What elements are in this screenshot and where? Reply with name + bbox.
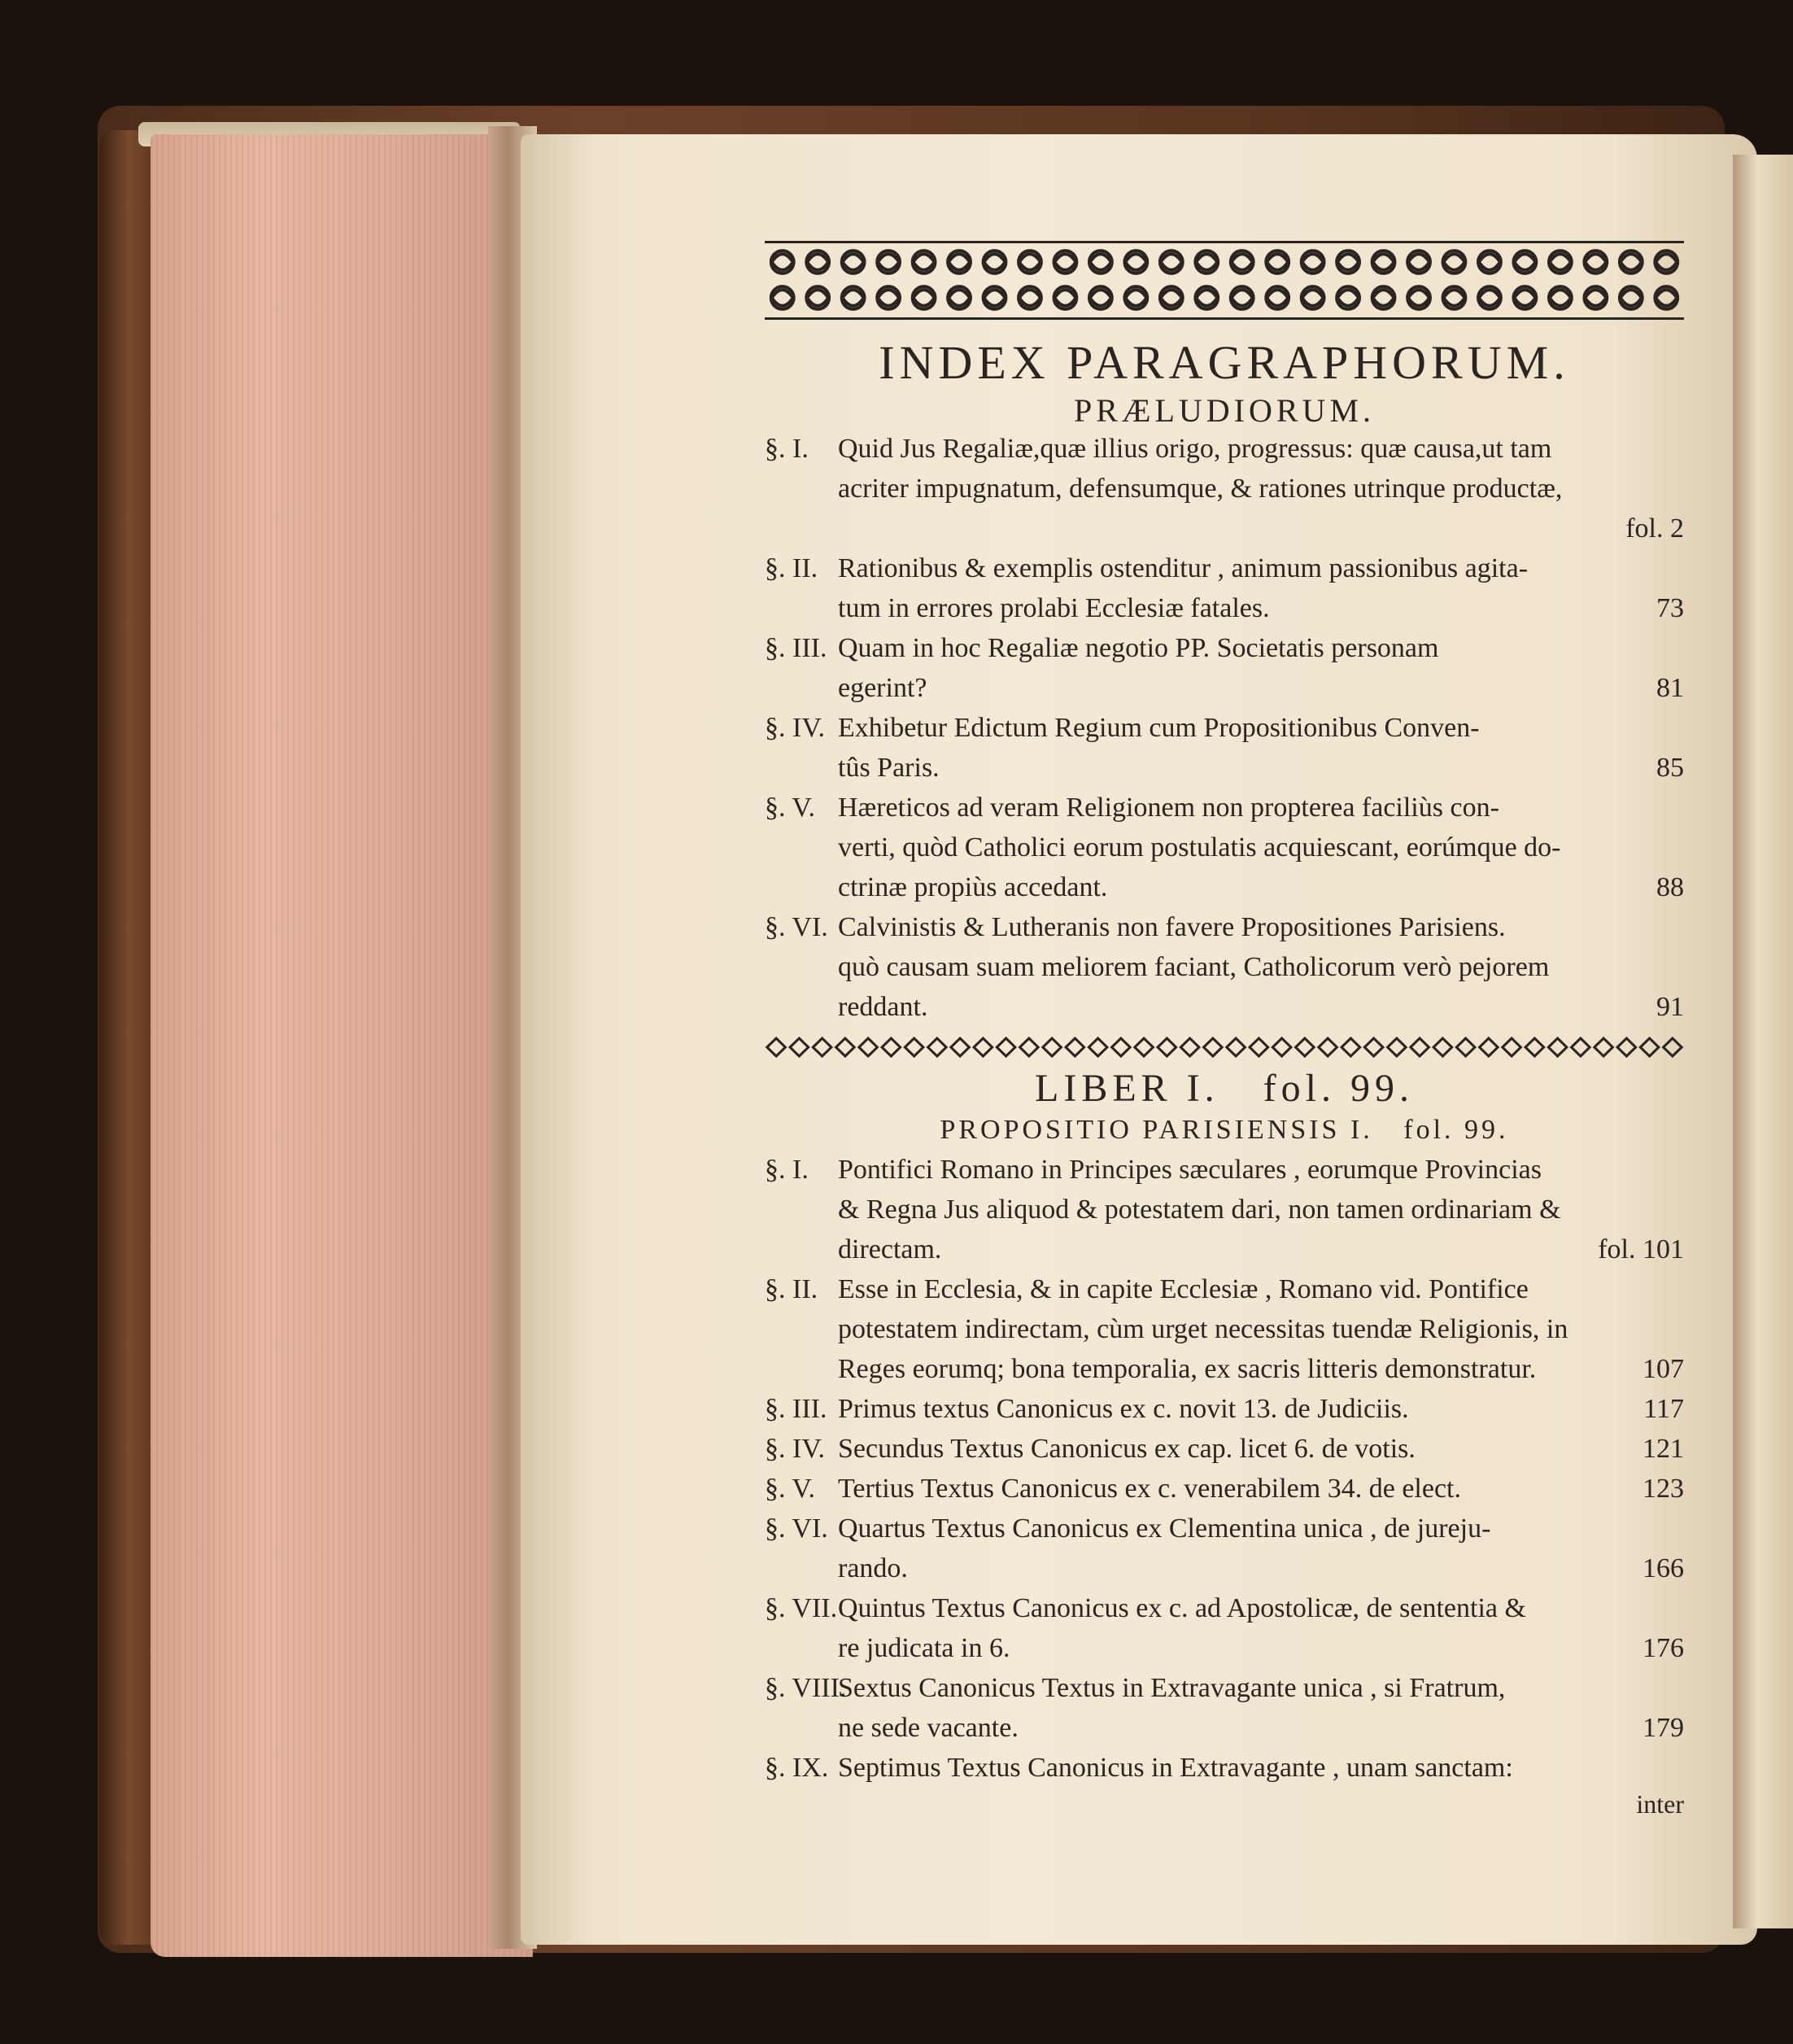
description-line: Sextus Canonicus Textus in Extravagante unica , si Fratrum, (838, 1672, 1506, 1703)
folio-number: 73 (1656, 592, 1684, 623)
description-line (838, 469, 1684, 509)
description-text: ne sede vacante. (838, 1712, 1019, 1743)
description-text: reddant. (838, 991, 928, 1022)
description-text: acriter impugnatum, defensumque, & rationes utrinque productæ, (838, 473, 1563, 504)
description-line: Exhibetur Edictum Regium cum Propositionibus Conven- (838, 712, 1480, 743)
description-text: egerint? (838, 672, 927, 703)
folio-number: 176 (1642, 1632, 1684, 1663)
right-page-edge (1733, 155, 1793, 1928)
folio-number: 166 (1642, 1553, 1684, 1583)
description-line (838, 748, 1684, 788)
paragraph-number: §. III. (765, 632, 827, 663)
description-line (838, 1708, 1684, 1748)
paragraph-number: §. III. (765, 1393, 827, 1424)
paragraph-description (838, 708, 1684, 788)
description-line (838, 1229, 1684, 1269)
description-line (838, 867, 1684, 907)
description-text: Primus textus Canonicus ex c. novit 13. de Judiciis. (838, 1393, 1409, 1424)
page-block-edge (151, 134, 533, 1957)
paragraph-description (838, 1509, 1684, 1588)
folio-number: 179 (1642, 1712, 1684, 1743)
paragraph-description (838, 1429, 1684, 1469)
paragraph-description (838, 1389, 1684, 1429)
description-line: verti, quòd Catholici eorum postulatis acquiescant, eorúmque do- (838, 832, 1561, 863)
index-text (765, 236, 1684, 1820)
folio-number: 91 (1656, 991, 1684, 1022)
paragraph-number: §. VII. (765, 1592, 838, 1623)
folio-number: 85 (1656, 752, 1684, 783)
folio-number: 121 (1642, 1433, 1684, 1464)
description-line (838, 1349, 1684, 1389)
description-line: Quartus Textus Canonicus ex Clementina unica , de jureju- (838, 1513, 1491, 1544)
entries-list (765, 1150, 1684, 1788)
description-line: Calvinistis & Lutheranis non favere Propositiones Parisiens. (838, 911, 1506, 942)
description-text: Septimus Textus Canonicus in Extravagante , unam sanctam: (838, 1752, 1513, 1783)
description-line (838, 588, 1684, 628)
description-text: tum in errores prolabi Ecclesiæ fatales. (838, 592, 1270, 623)
index-entry (765, 548, 1684, 628)
description-line: Quid Jus Regaliæ,quæ illius origo, progressus: quæ causa,ut tam (838, 433, 1552, 464)
folio-number: 107 (1642, 1353, 1684, 1384)
paragraph-number: §. II. (765, 552, 818, 583)
folio-number: 123 (1642, 1473, 1684, 1504)
index-entry (765, 429, 1684, 548)
description-line: Esse in Ecclesia, & in capite Ecclesiæ , Romano vid. Pontifice (838, 1273, 1529, 1304)
index-entry (765, 708, 1684, 788)
index-entry (765, 1748, 1684, 1788)
index-entry (765, 1509, 1684, 1588)
paragraph-description (838, 429, 1684, 548)
description-line: Quintus Textus Canonicus ex c. ad Apostolicæ, de sententia & (838, 1592, 1526, 1623)
description-line: quò causam suam meliorem faciant, Catholicorum verò pejorem (838, 951, 1550, 982)
folio-number: fol. 2 (1625, 513, 1684, 544)
paragraph-number: §. I. (765, 1154, 809, 1185)
paragraph-description (838, 1748, 1684, 1788)
description-text: re judicata in 6. (838, 1632, 1010, 1663)
description-line (838, 668, 1684, 708)
index-entry (765, 1389, 1684, 1429)
praeludia-list (765, 429, 1684, 1027)
proposition-heading (765, 1111, 1684, 1150)
paragraph-description (838, 548, 1684, 628)
paragraph-description (838, 1150, 1684, 1269)
description-line: Hæreticos ad veram Religionem non propterea faciliùs con- (838, 792, 1499, 823)
index-entry (765, 1429, 1684, 1469)
folio-number: fol. 101 (1598, 1234, 1684, 1264)
paragraph-number: §. IV. (765, 1433, 825, 1464)
index-entry (765, 1668, 1684, 1748)
description-text: tûs Paris. (838, 752, 940, 783)
description-line (838, 987, 1684, 1027)
paragraph-number: §. V. (765, 1473, 816, 1504)
index-entry (765, 788, 1684, 907)
index-entry (765, 907, 1684, 1027)
paragraph-description (838, 1588, 1684, 1668)
description-line: Rationibus & exemplis ostenditur , animum passionibus agita- (838, 552, 1529, 583)
description-text: directam. (838, 1234, 942, 1264)
headpiece-ornament (765, 236, 1684, 325)
paragraph-description (838, 1668, 1684, 1748)
paragraph-number: §. VI. (765, 911, 828, 942)
book-spine (99, 130, 158, 1945)
index-entry (765, 1588, 1684, 1668)
index-entry (765, 628, 1684, 708)
book-heading-label: LIBER I. (1035, 1066, 1219, 1110)
description-line (838, 1469, 1684, 1509)
paragraph-number: §. IX. (765, 1752, 829, 1783)
index-entry (765, 1469, 1684, 1509)
book-heading (765, 1066, 1684, 1111)
paragraph-description (838, 907, 1684, 1027)
paragraph-description (838, 1469, 1684, 1509)
description-line: Quam in hoc Regaliæ negotio PP. Societatis personam (838, 632, 1439, 663)
page-title: INDEX PARAGRAPHORUM. (879, 336, 1570, 389)
divider-ornament (765, 1033, 1684, 1061)
paragraph-number: §. II. (765, 1273, 818, 1304)
description-text: rando. (838, 1553, 908, 1583)
index-entry (765, 1150, 1684, 1269)
description-line: Pontifici Romano in Principes sæculares , eorumque Provincias (838, 1154, 1542, 1185)
paragraph-description (838, 1269, 1684, 1389)
description-text: ctrinæ propiùs accedant. (838, 871, 1108, 902)
paragraph-number: §. V. (765, 792, 816, 823)
description-line (838, 1548, 1684, 1588)
paragraph-number: §. I. (765, 433, 809, 464)
proposition-label: PROPOSITIO PARISIENSIS I. (940, 1115, 1373, 1146)
paragraph-description (838, 788, 1684, 907)
description-text: Reges eorumq; bona temporalia, ex sacris litteris demonstratur. (838, 1353, 1537, 1384)
description-line: potestatem indirectam, cùm urget necessitas tuendæ Religionis, in (838, 1313, 1568, 1344)
proposition-folio: fol. 99. (1403, 1115, 1509, 1146)
description-line (838, 1389, 1684, 1429)
section-subtitle: PRÆLUDIORUM. (1073, 391, 1376, 429)
folio-number: 88 (1656, 871, 1684, 902)
description-line: & Regna Jus aliquod & potestatem dari, non tamen ordinariam & (838, 1194, 1561, 1225)
description-line (838, 1429, 1684, 1469)
description-text: Tertius Textus Canonicus ex c. venerabilem 34. de elect. (838, 1473, 1461, 1504)
description-text: Secundus Textus Canonicus ex cap. licet 6. de votis. (838, 1433, 1416, 1464)
folio-number: 81 (1656, 672, 1684, 703)
description-line (838, 1748, 1684, 1788)
paragraph-description (838, 628, 1684, 708)
paragraph-number: §. VIII. (765, 1672, 847, 1703)
index-entry (765, 1269, 1684, 1389)
book-heading-folio: fol. 99. (1263, 1066, 1414, 1110)
folio-number: 117 (1643, 1393, 1684, 1424)
catchword: inter (1636, 1788, 1684, 1819)
description-line (838, 1628, 1684, 1668)
paragraph-number: §. IV. (765, 712, 825, 743)
paragraph-number: §. VI. (765, 1513, 828, 1544)
